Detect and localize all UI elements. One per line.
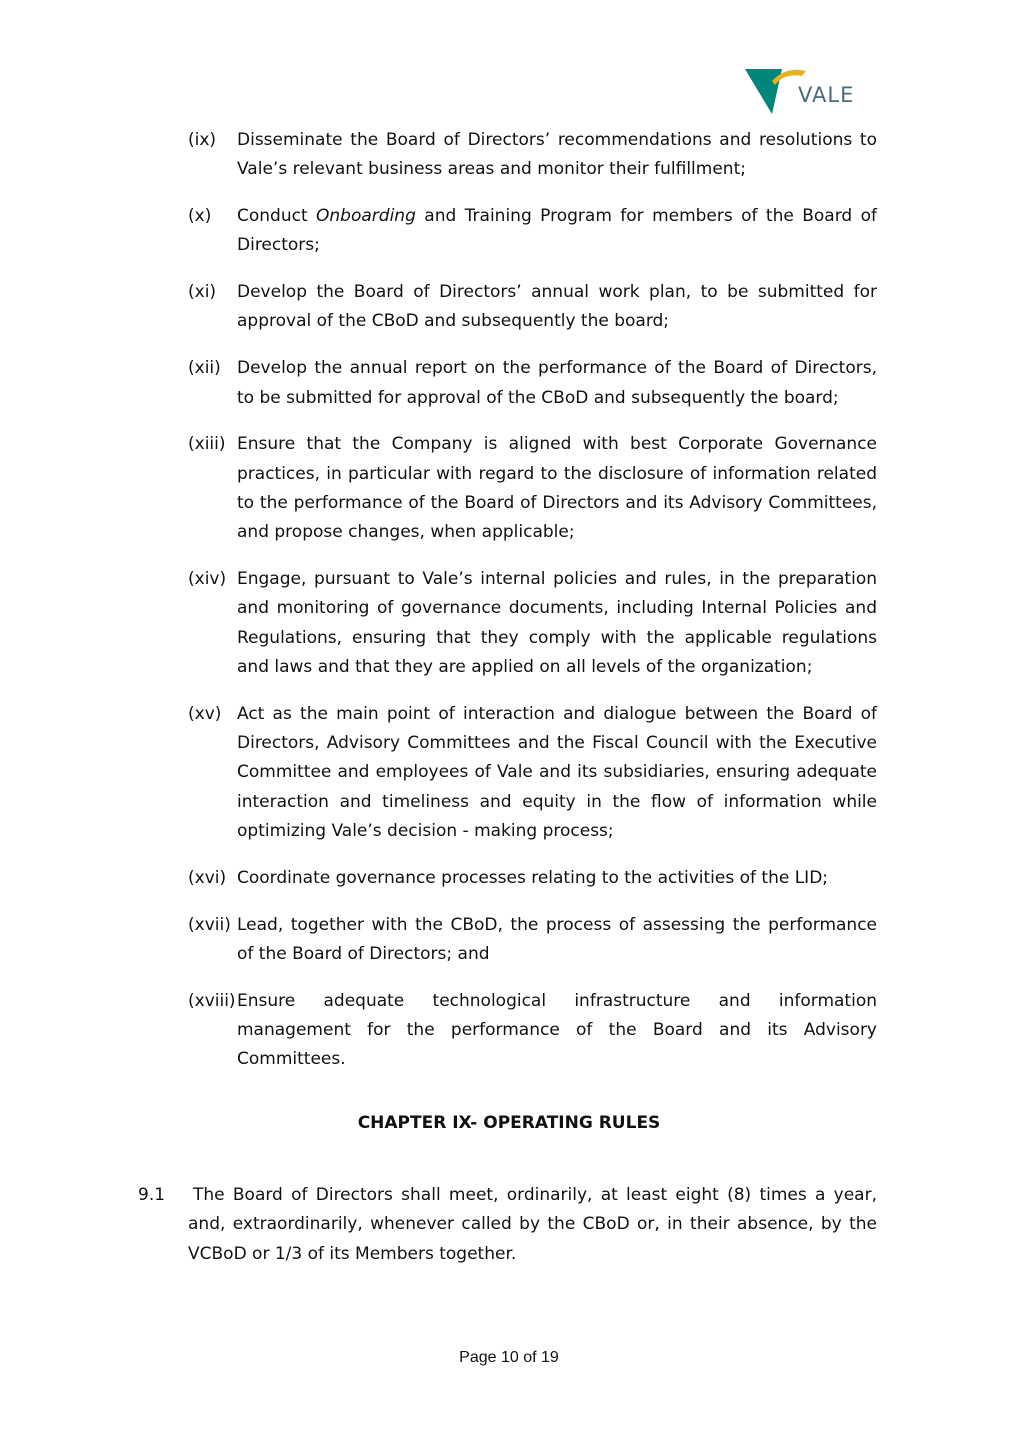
- item-number: (xvii): [188, 914, 231, 935]
- item-text: Disseminate the Board of Directors’ recommendations and resolutions to Vale’s relevant business areas and monitor their fulfillment;: [237, 130, 877, 180]
- item-number: (ix): [188, 130, 217, 150]
- page-footer: Page 10 of 19: [459, 1349, 559, 1366]
- item-text: Engage, pursuant to Vale’s internal policies and rules, in the preparation and monitoring of governance documents, including Internal Policies and Regulations, ensuring that they comply with the applicable regulations and laws and that they are applied on all levels of the organization;: [237, 569, 877, 677]
- list-item: [188, 126, 877, 185]
- list-item: [188, 202, 877, 261]
- vale-logo-icon: [744, 66, 806, 116]
- item-text-italic: Onboarding: [316, 206, 416, 227]
- item-text: Develop the Board of Directors’ annual work plan, to be submitted for approval of the CBoD and subsequently the board;: [237, 282, 877, 332]
- logo-text: VALE: [798, 83, 855, 107]
- item-text: Act as the main point of interaction and dialogue between the Board of Directors, Advisory Committees and the Fiscal Council with the Executive Committee and employees of Vale and its subsidiaries, ensuring adequate interaction and timeliness and equity in the flow of information while optimizing Vale’s decision - making process;: [237, 703, 877, 841]
- item-number: (xiv): [188, 569, 227, 590]
- item-number: (xiii): [188, 434, 226, 455]
- item-number: (xii): [188, 358, 221, 379]
- list-item: [188, 430, 877, 547]
- item-text: Coordinate governance processes relating to the activities of the LID;: [237, 867, 829, 888]
- item-text-after: and Training Program for members of the Board of Directors;: [237, 206, 877, 256]
- chapter-heading: CHAPTER IX- OPERATING RULES: [357, 1113, 661, 1133]
- item-text: Lead, together with the CBoD, the process of assessing the performance of the Board of Directors; and: [237, 914, 877, 964]
- list-item: [188, 911, 877, 970]
- list-item: [188, 987, 877, 1075]
- item-text: Ensure adequate technological infrastructure and information management for the performance of the Board and its Advisory Committees.: [237, 990, 877, 1070]
- paragraph-text: The Board of Directors shall meet, ordinarily, at least eight (8) times a year, and, extraordinarily, whenever called by the CBoD or, in their absence, by the VCBoD or 1/3 of its Members together.: [188, 1185, 877, 1264]
- list: [188, 126, 877, 1092]
- vale-logo: [744, 66, 864, 116]
- list-item: [188, 864, 877, 893]
- item-number: (x): [188, 206, 212, 227]
- list-item: [188, 278, 877, 337]
- item-text: Develop the annual report on the performance of the Board of Directors, to be submitted for approval of the CBoD and subsequently the board;: [237, 358, 877, 408]
- item-number: (xvi): [188, 867, 227, 888]
- list-item: [188, 565, 877, 682]
- item-number: (xi): [188, 282, 217, 303]
- item-text: [237, 202, 877, 261]
- list-item: [188, 354, 877, 413]
- item-text: Ensure that the Company is aligned with best Corporate Governance practices, in particular with regard to the disclosure of information related to the performance of the Board of Directors and its Advisory Committees, and propose changes, when applicable;: [237, 434, 877, 543]
- paragraph-number: 9.1: [138, 1185, 166, 1205]
- paragraph: [138, 1181, 877, 1269]
- item-text-before: Conduct: [237, 206, 317, 227]
- item-number: (xviii): [188, 990, 236, 1011]
- list-item: [188, 700, 877, 846]
- item-number: (xv): [188, 703, 222, 724]
